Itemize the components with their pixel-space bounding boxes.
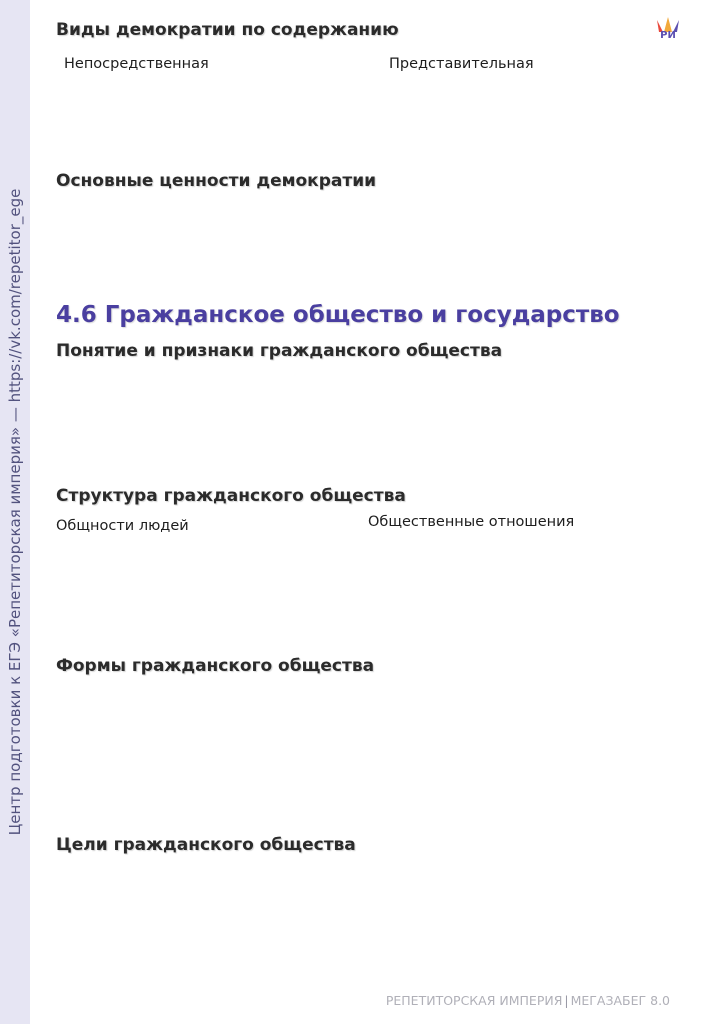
brand-logo (654, 16, 682, 46)
footer-right: МЕГАЗАБЕГ 8.0 (570, 993, 670, 1008)
topic-heading: 4.6 Гражданское общество и государство (56, 302, 620, 328)
logo-text: РИ (660, 30, 676, 41)
footer-separator: | (564, 993, 569, 1008)
heading-civil-society-goals: Цели гражданского общества (56, 835, 356, 855)
heading-democracy-types: Виды демократии по содержанию (56, 20, 399, 40)
democracy-type-direct: Непосредственная (64, 56, 209, 72)
heading-civil-society-forms: Формы гражданского общества (56, 656, 375, 676)
footer (386, 992, 670, 1010)
heading-civil-society-concept: Понятие и признаки гражданского общества (56, 341, 503, 361)
sidebar-watermark-text: Центр подготовки к ЕГЭ «Репетиторская империя» — https://vk.com/repetitor_ege (6, 188, 24, 836)
footer-left: РЕПЕТИТОРСКАЯ ИМПЕРИЯ (385, 993, 563, 1008)
heading-civil-society-structure: Структура гражданского общества (56, 486, 406, 506)
structure-relations: Общественные отношения (368, 514, 575, 530)
side-band (0, 0, 30, 1024)
democracy-type-representative: Представительная (389, 56, 534, 72)
heading-democracy-values: Основные ценности демократии (56, 171, 377, 191)
structure-communities: Общности людей (56, 518, 189, 534)
